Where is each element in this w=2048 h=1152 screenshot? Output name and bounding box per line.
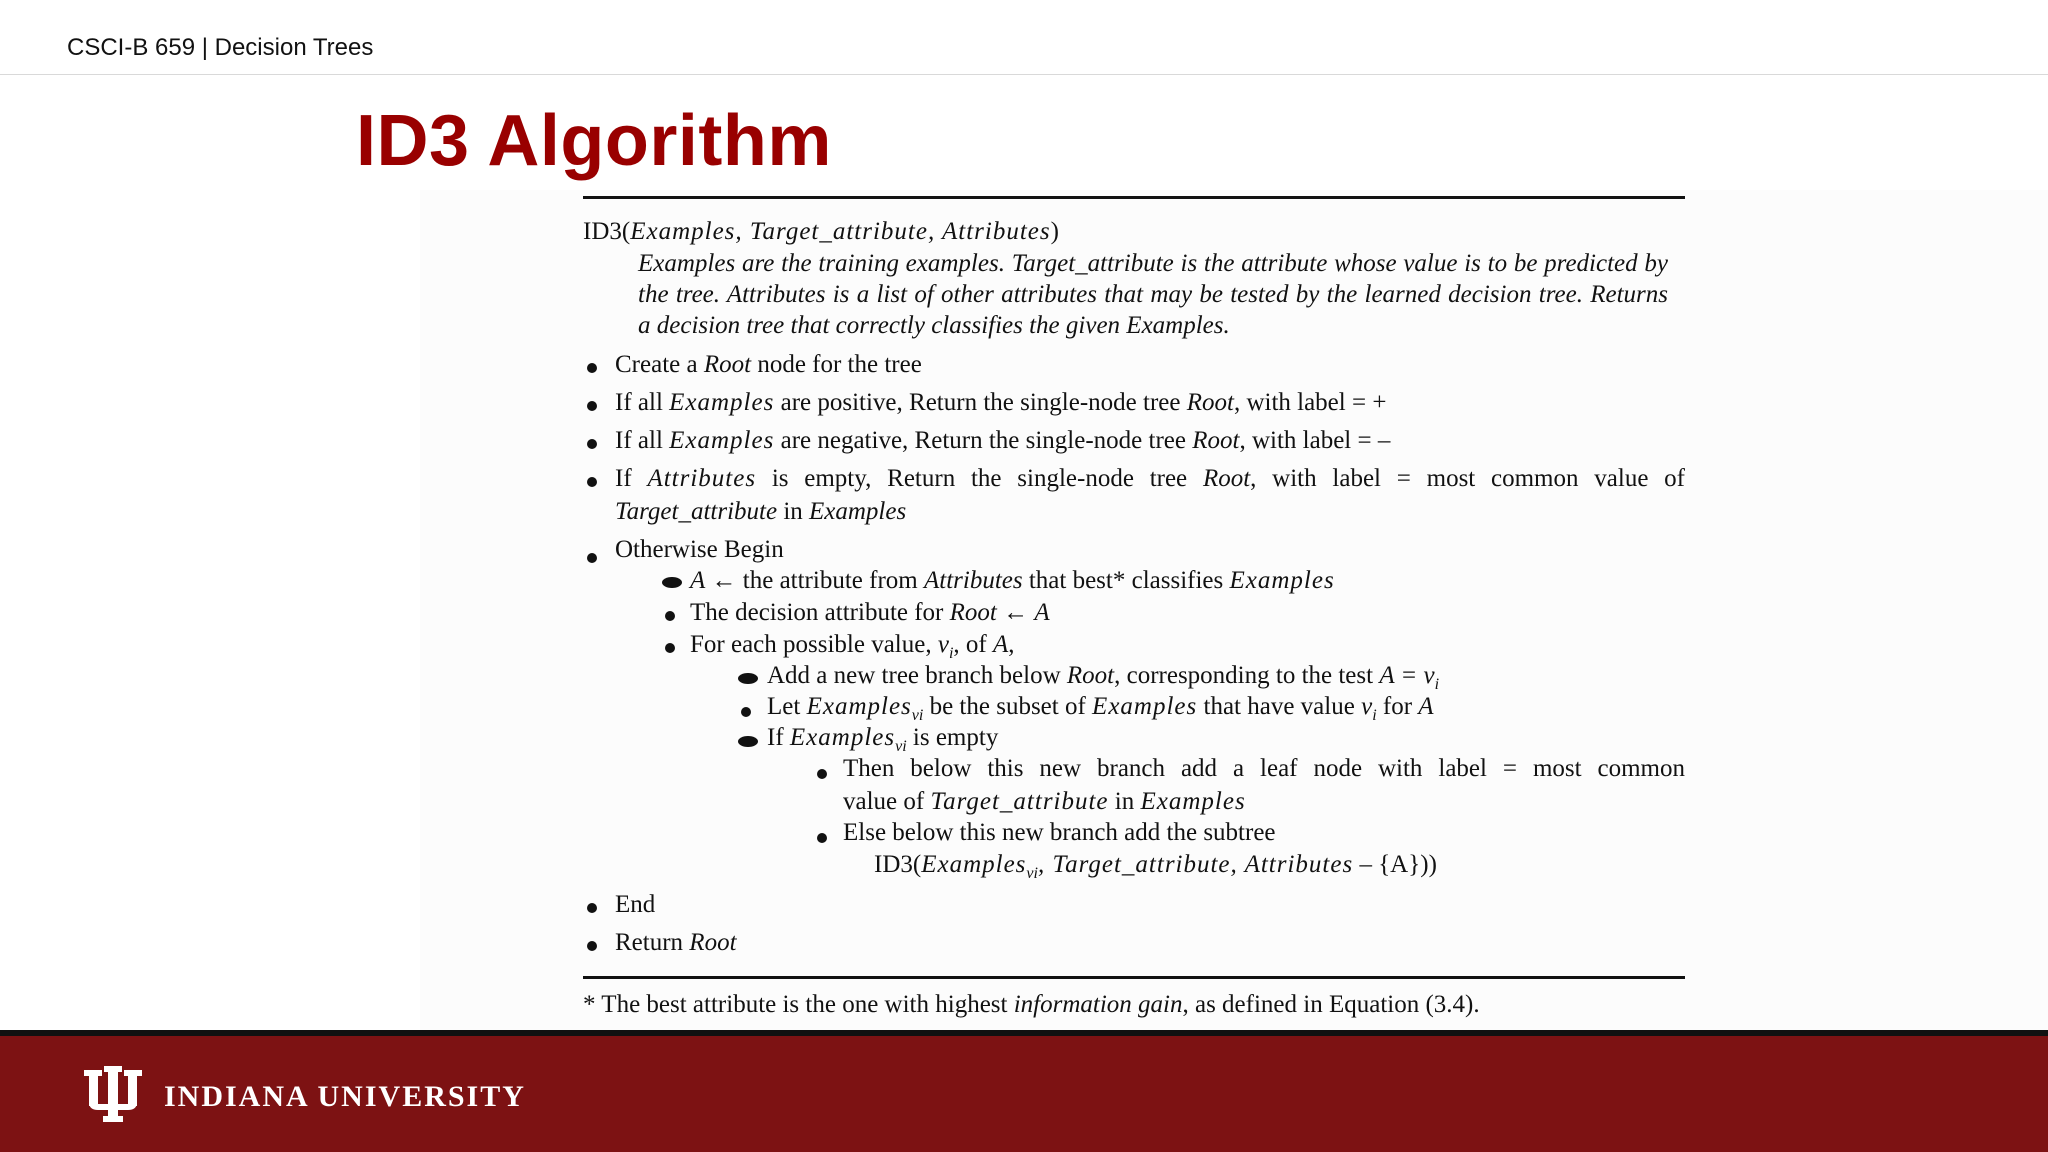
text-span: that have value — [1197, 693, 1362, 720]
text-span: value of — [843, 788, 931, 815]
text-span: in — [1108, 788, 1141, 815]
text-span: v — [1361, 693, 1373, 720]
text-span: that best* classifies — [1022, 567, 1230, 594]
step-create-root — [615, 350, 922, 380]
text-span: Examples — [1229, 567, 1335, 594]
text-span: ← — [996, 599, 1035, 626]
text-span: If all — [615, 389, 670, 416]
text-span: Examples — [669, 389, 775, 416]
text-span: Attributes — [923, 567, 1023, 594]
bullet-dot — [817, 769, 827, 779]
text-span: , with label = – — [1239, 427, 1391, 454]
text-span: i — [948, 645, 954, 662]
bullet-dot — [817, 833, 827, 843]
text-span: A — [1034, 599, 1050, 626]
step-then-leaf-cont — [843, 787, 1246, 817]
signature-close: ) — [1050, 218, 1059, 245]
bottom-rule — [583, 976, 1685, 979]
text-span: Create a — [615, 351, 704, 378]
text-span: , with label = most common value of — [1250, 465, 1686, 492]
bullet-dot — [587, 401, 597, 411]
text-span: Add a new tree branch below — [767, 662, 1067, 689]
footnote — [583, 990, 1480, 1020]
text-span: Examples — [669, 427, 775, 454]
step-end: End — [615, 891, 656, 918]
step-recursive-call — [874, 850, 1437, 889]
text-span: Root — [689, 929, 737, 956]
bullet-dot — [587, 439, 597, 449]
text-span: If — [615, 465, 648, 492]
bullet-dot — [741, 707, 751, 717]
text-span: Root — [703, 351, 752, 378]
step-all-negative — [615, 426, 1390, 456]
signature-args: Examples, Target_attribute, Attributes — [630, 218, 1051, 245]
text-span: Target_attribute — [930, 788, 1109, 815]
text-span: Root — [1066, 662, 1115, 689]
text-span: Root — [1192, 427, 1240, 454]
algorithm-signature — [583, 217, 1059, 247]
university-name: INDIANA UNIVERSITY — [164, 1080, 526, 1113]
text-span: Examples — [921, 851, 1027, 878]
text-span: is empty — [906, 724, 999, 751]
text-span: Root — [1186, 389, 1234, 416]
text-span: are positive, Return the single-node tree — [774, 389, 1187, 416]
bullet-dot — [662, 577, 682, 588]
text-span: , as defined in Equation (3.4). — [1182, 991, 1480, 1018]
step-decision-attribute — [690, 598, 1050, 628]
text-span: , of — [953, 631, 993, 658]
text-span: Let — [767, 693, 807, 720]
bullet-dot — [665, 643, 675, 653]
text-span: , Target_attribute, Attributes — [1037, 851, 1354, 878]
text-span: A = v — [1379, 662, 1435, 689]
bullet-dot — [587, 363, 597, 373]
text-span: i — [1372, 707, 1377, 724]
bullet-dot — [587, 941, 597, 951]
text-span: * The best attribute is the one with highest — [583, 991, 1014, 1018]
algorithm-description: Examples are the training examples. Target_attribute is the attribute whose value is to be predicted by the tree. Attributes is a list of other attributes that may be tested by the learned decision tree. Returns a decision tree that correctly classifies the given Examples. — [638, 250, 1668, 339]
step-then-leaf: Then below this new branch add a leaf node with label = most common — [843, 755, 1685, 782]
text-span: vi — [1026, 865, 1038, 882]
text-span: for — [1376, 693, 1419, 720]
bullet-dot — [587, 477, 597, 487]
slide-header — [0, 0, 2048, 75]
text-span: ← the attribute from — [705, 567, 924, 594]
text-span: ) — [1428, 851, 1437, 878]
text-span: be the subset of — [923, 693, 1093, 720]
text-span: A — [690, 567, 706, 594]
step-attributes-empty-cont — [615, 497, 906, 527]
step-otherwise-begin: Otherwise Begin — [615, 536, 784, 563]
text-span: Examples — [1140, 788, 1246, 815]
text-span: If all — [615, 427, 670, 454]
text-span: , corresponding to the test — [1114, 662, 1380, 689]
text-span: v — [937, 631, 949, 658]
text-span: , with label = + — [1233, 389, 1387, 416]
text-span: A — [993, 631, 1009, 658]
text-span: Examples — [806, 693, 912, 720]
text-span: , — [1008, 631, 1015, 658]
text-span: node for the tree — [751, 351, 922, 378]
text-span: A — [1418, 693, 1434, 720]
text-span: Attributes — [647, 465, 757, 492]
iu-trident-logo-icon — [84, 1066, 142, 1126]
step-attributes-empty — [615, 464, 1685, 494]
text-span: is empty, Return the single-node tree — [756, 465, 1203, 492]
text-span: i — [1434, 676, 1440, 693]
step-choose-attribute — [690, 566, 1335, 596]
text-span: If — [767, 724, 790, 751]
bullet-dot — [665, 611, 675, 621]
text-span: The decision attribute for — [690, 599, 950, 626]
step-else-subtree: Else below this new branch add the subtree — [843, 819, 1276, 846]
signature-fn: ID3( — [583, 218, 631, 245]
text-span: are negative, Return the single-node tree — [774, 427, 1193, 454]
text-span: Examples — [1092, 693, 1198, 720]
step-all-positive — [615, 388, 1386, 418]
text-span: Examples — [789, 724, 896, 751]
text-span: Return — [615, 929, 690, 956]
course-label: CSCI-B 659 | Decision Trees — [67, 34, 374, 61]
text-span: For each possible value, — [690, 631, 938, 658]
text-span: – {A}) — [1353, 851, 1429, 878]
text-span: Examples — [809, 498, 907, 525]
text-span: vi — [911, 707, 924, 724]
text-span: Target_attribute — [615, 498, 778, 525]
text-span: Root — [949, 599, 997, 626]
text-span: in — [777, 498, 810, 525]
slide-title: ID3 Algorithm — [356, 101, 832, 181]
text-span: vi — [895, 738, 907, 755]
text-span: Root — [1202, 465, 1251, 492]
bullet-dot — [738, 736, 758, 747]
text-span: information gain — [1013, 991, 1183, 1018]
text-span: ID3( — [874, 851, 922, 878]
bullet-dot — [738, 673, 758, 684]
top-rule — [583, 196, 1685, 199]
bullet-dot — [587, 903, 597, 913]
bullet-dot — [587, 553, 597, 563]
step-return-root — [615, 928, 737, 958]
university-footer — [0, 1030, 2048, 1152]
